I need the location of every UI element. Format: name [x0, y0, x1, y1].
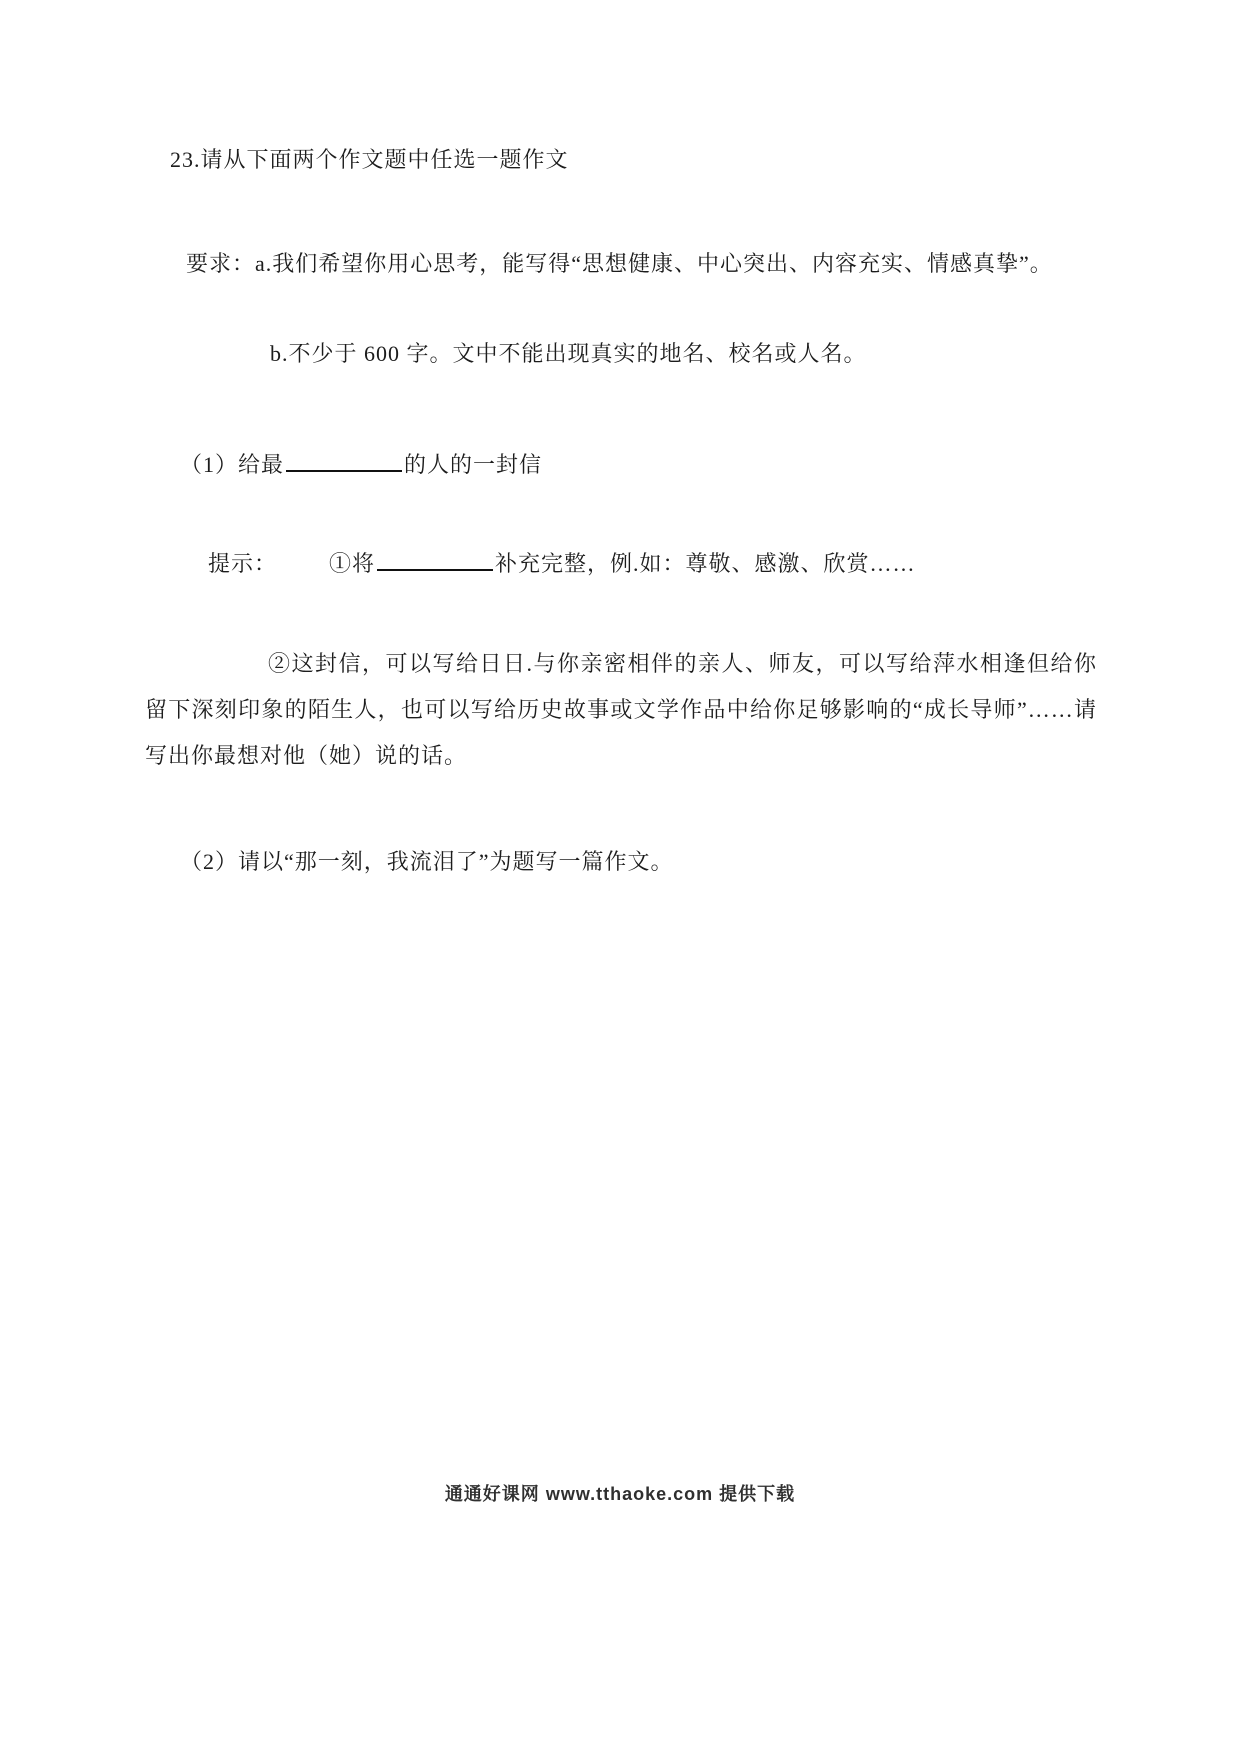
- requirement-a-line: 要求：a.我们希望你用心思考，能写得“思想健康、中心突出、内容充实、情感真挚”。: [186, 251, 1053, 276]
- fill-blank-underline-1: [286, 447, 402, 472]
- hint-item2-paragraph: ②这封信，可以写给日日.与你亲密相伴的亲人、师友，可以写给萍水相逢但给你留下深刻印象的陌生人，也可以写给历史故事或文学作品中给你足够影响的“成长导师”……请写出你最想对他（她）说的话。: [145, 651, 1097, 768]
- hint-label: 提示：: [208, 551, 278, 577]
- question-23-heading: 23.请从下面两个作文题中任选一题作文: [170, 147, 569, 172]
- fill-blank-underline-2: [377, 546, 493, 571]
- hint-line: [208, 546, 916, 578]
- title-option-1-prefix: （1）给最: [180, 452, 285, 478]
- footer-watermark: 通通好课网 www.tthaoke.com 提供下载: [444, 1484, 796, 1504]
- hint-item1-post: 补充完整，例.如：尊敬、感激、欣赏……: [495, 551, 916, 577]
- hint-item1-pre: ①将: [329, 551, 376, 577]
- title-option-1-line: [180, 447, 542, 479]
- title-option-1-suffix: 的人的一封信: [404, 452, 543, 478]
- title-option-2-line: （2）请以“那一刻，我流泪了”为题写一篇作文。: [180, 849, 674, 874]
- requirement-b-line: b.不少于 600 字。文中不能出现真实的地名、校名或人名。: [270, 341, 867, 366]
